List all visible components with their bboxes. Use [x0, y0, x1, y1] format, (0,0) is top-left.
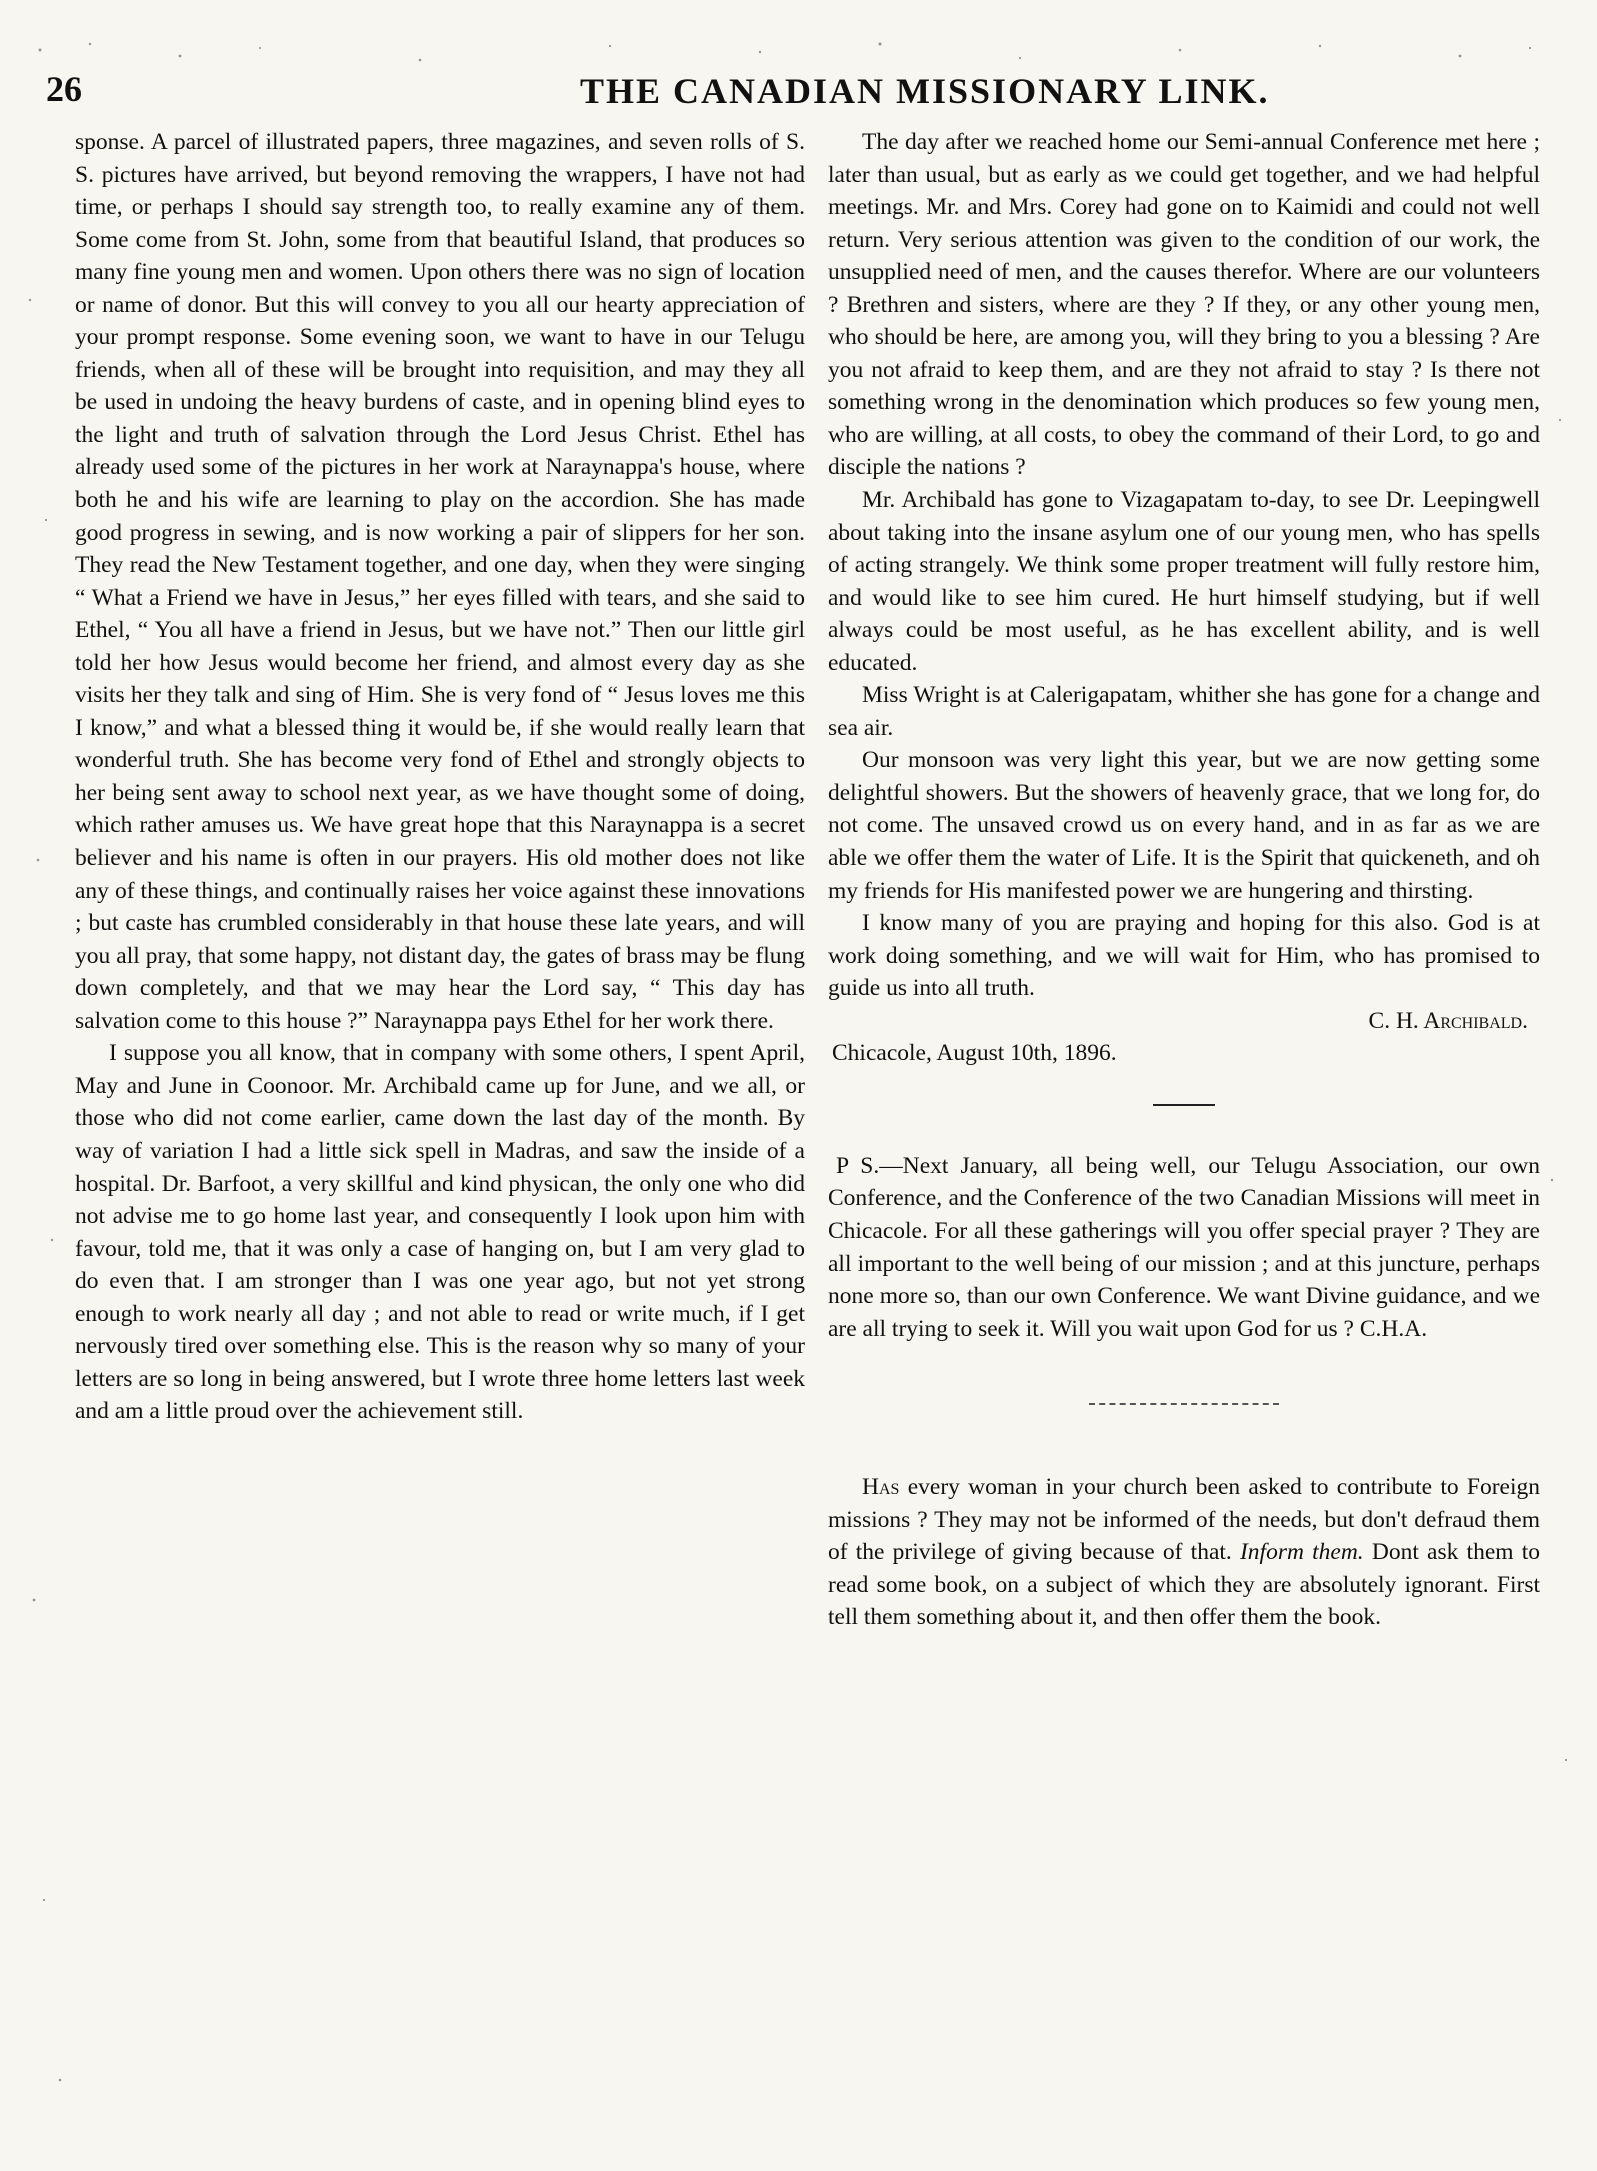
right-paragraph-4: Our monsoon was very light this year, but we are now getting some delightful showers. But the showers of heavenly grace, that we long for, do not come. The unsaved crowd us on every hand, and in as far as we are able we offer them the water of Life. It is the Spirit that quickeneth, and oh my friends for His manifested power we are hungering and thirsting. [828, 747, 1540, 904]
closing-lead-word: Has [862, 1474, 900, 1501]
page-number: 26 [46, 69, 82, 109]
left-column [75, 126, 805, 1428]
closing-paragraph [828, 1471, 1540, 1634]
closing-body-text: every woman in your church been asked to contribute to Foreign missions ? They may not be informed of the needs, but don't defraud them of the privilege of giving because of that. [828, 1474, 1540, 1566]
section-divider-long [1089, 1403, 1279, 1405]
left-paragraph-1: sponse. A parcel of illustrated papers, three magazines, and seven rolls of S. S. pictures have arrived, but beyond removing the wrappers, I have not had time, or perhaps I should say strength too, to really examine any of them. Some come from St. John, some from that beautiful Island, that produces so many fine young men and women. Upon others there was no sign of location or name of donor. But this will convey to you all our hearty appreciation of your prompt response. Some evening soon, we want to have in our Telugu friends, when all of these will be brought into requisition, and may they all be used in undoing the heavy burdens of caste, and in opening blind eyes to the light and truth of salvation through the Lord Jesus Christ. Ethel has already used some of the pictures in her work at Naraynappa's house, where both he and his wife are learning to play on the accordion. She has made good progress in sewing, and is now working a pair of slippers for her son. They read the New Testament together, and one day, when they were singing “ What a Friend we have in Jesus,” her eyes filled with tears, and she said to Ethel, “ You all have a friend in Jesus, but we have not.” Then our little girl told her how Jesus would become her friend, and almost every day as she visits her they talk and sing of Him. She is very fond of “ Jesus loves me this I know,” and what a blessed thing it would be, if she would really learn that wonderful truth. She has become very fond of Ethel and strongly objects to her being sent away to school next year, as we have thought some of doing, which rather amuses us. We have great hope that this Naraynappa is a secret believer and his name is often in our prayers. His old mother does not like any of these things, and continually raises her voice against these innovations ; but caste has crumbled considerably in that house these late years, and will you all pray, that some happy, not distant day, the gates of brass may be flung down completely, and that we may hear the Lord say, “ This day has salvation come to this house ?” Naraynappa pays Ethel for her work there. [75, 129, 805, 1034]
right-paragraph-1: The day after we reached home our Semi-annual Conference met here ; later than usual, but as early as we could get together, and we had helpful meetings. Mr. and Mrs. Corey had gone on to Kaimidi and could not well return. Very serious attention was given to the condition of our work, the unsupplied need of men, and the causes therefor. Where are our volunteers ? Brethren and sisters, where are they ? If they, or any other young men, who should be here, are among you, will they bring to you a blessing ? Are you not afraid to keep them, and are they not afraid to stay ? Is there not something wrong in the denomination which produces so few young men, who are willing, at all costs, to obey the command of their Lord, to go and disciple the nations ? [828, 129, 1540, 481]
section-divider-short [1153, 1104, 1215, 1106]
right-paragraph-2: Mr. Archibald has gone to Vizagapatam to-day, to see Dr. Leepingwell about taking into the insane asylum one of our young men, who has spells of acting strangely. We think some proper treatment will fully restore him, and would like to see him cured. He hurt himself studying, but if well always could be most useful, as he has excellent ability, and is well educated. [828, 487, 1540, 676]
letter-signature: C. H. Archibald. [1368, 1007, 1528, 1034]
right-paragraph-5: I know many of you are praying and hoping for this also. God is at work doing something, and we will wait for Him, who has promised to guide us into all truth. [828, 910, 1540, 1002]
journal-title: THE CANADIAN MISSIONARY LINK. [580, 71, 1270, 111]
letter-dateline: Chicacole, August 10th, 1896. [832, 1040, 1117, 1067]
right-column [828, 126, 1540, 1634]
closing-emphasis: Inform them. [1239, 1539, 1364, 1566]
page-header [40, 62, 1540, 122]
postscript-paragraph: P S.—Next January, all being well, our Telugu Association, our own Conference, and the Conference of the two Canadian Missions will meet in Chicacole. For all these gatherings will you offer special prayer ? They are all important to the well being of our mission ; and at this juncture, perhaps none more so, than our own Conference. We want Divine guidance, and we are all trying to seek it. Will you wait upon God for us ? C.H.A. [828, 1152, 1540, 1342]
left-paragraph-2: I suppose you all know, that in company with some others, I spent April, May and June in Coonoor. Mr. Archibald came up for June, and we all, or those who did not come earlier, came down the last day of the month. By way of variation I had a little sick spell in Madras, and saw the inside of a hospital. Dr. Barfoot, a very skillful and kind physican, the only one who did not advise me to go home last year, and consequently I look upon him with favour, told me, that it was only a case of hanging on, but I am very glad to do even that. I am stronger than I was one year ago, but not yet strong enough to work nearly all day ; and not able to read or write much, if I get nervously tired over something else. This is the reason why so many of your letters are so long in being answered, but I wrote three home letters last week and am a little proud over the achievement still. [75, 1040, 805, 1425]
right-paragraph-3: Miss Wright is at Calerigapatam, whither she has gone for a change and sea air. [828, 682, 1540, 741]
closing-tail-text: Dont ask them to read some book, on a subject of which they are absolutely ignorant. First tell them something about it, and then offer them the book. [828, 1539, 1541, 1631]
